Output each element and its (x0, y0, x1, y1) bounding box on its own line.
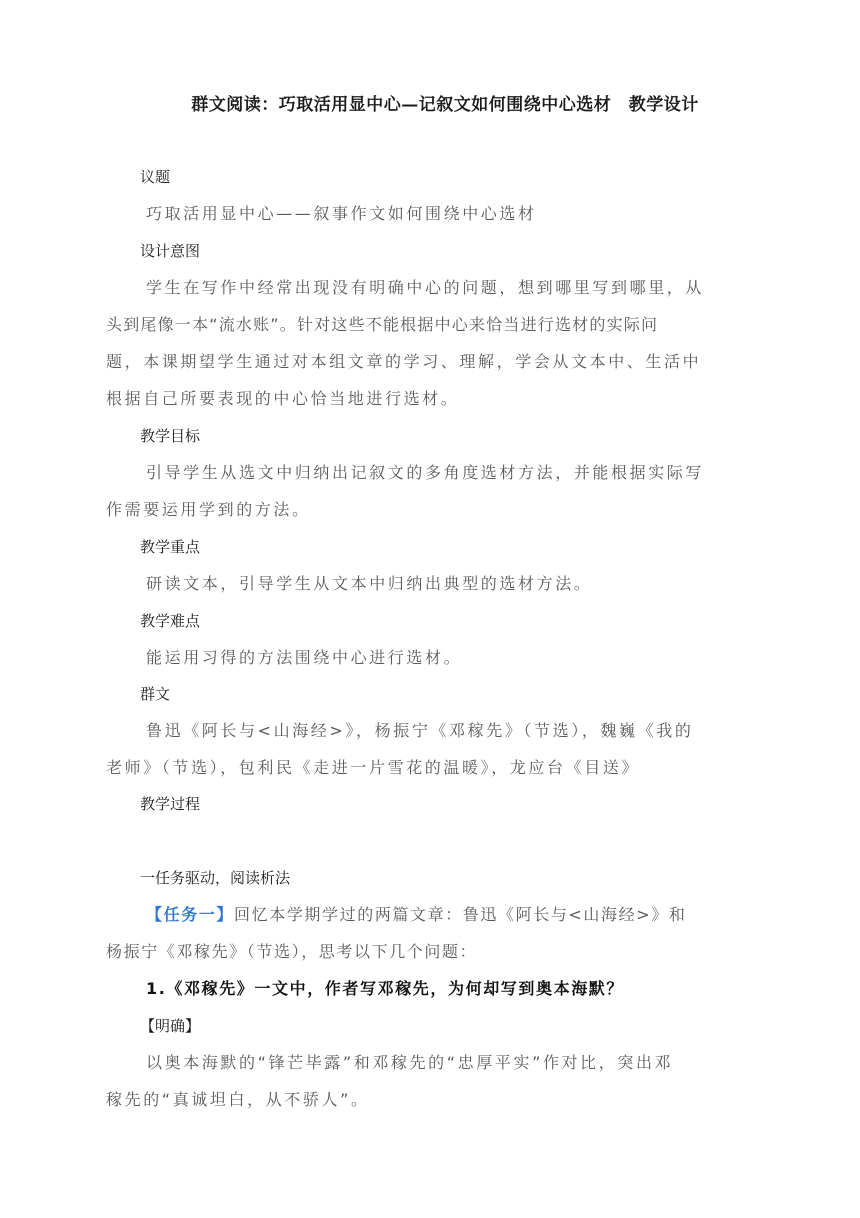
texts-line-2: 老师》（节选），包利民《走进一片雪花的温暖》，龙应台《目送》 (106, 758, 641, 777)
task1-line-2: 杨振宁《邓稼先》（节选），思考以下几个问题： (106, 942, 478, 961)
goal-heading: 教学目标 (140, 427, 201, 445)
difficulty-heading: 教学难点 (140, 612, 201, 630)
intent-line-3: 题，本课期望学生通过对本组文章的学习、理解，学会从文本中、生活中 (106, 352, 702, 371)
texts-line-1: 鲁迅《阿长与<山海经>》，杨振宁《邓稼先》（节选），魏巍《我的 (146, 721, 694, 740)
document-title: 群文阅读：巧取活用显中心—记叙文如何围绕中心选材 教学设计 (191, 95, 699, 115)
process-subheading: 一任务驱动，阅读析法 (140, 869, 291, 887)
intent-heading: 设计意图 (140, 242, 201, 260)
intent-line-2: 头到尾像一本“流水账”。针对这些不能根据中心来恰当进行选材的实际问 (106, 315, 659, 334)
key-point-heading: 教学重点 (140, 538, 201, 556)
clarify-label: 【明确】 (140, 1017, 201, 1035)
answer-line-1: 以奥本海默的“锋芒毕露”和邓稼先的“忠厚平实”作对比，突出邓 (146, 1053, 674, 1072)
key-point-text: 研读文本，引导学生从文本中归纳出典型的选材方法。 (146, 574, 593, 593)
answer-line-2: 稼先的“真诚坦白，从不骄人”。 (106, 1090, 370, 1109)
process-heading: 教学过程 (140, 795, 201, 813)
topic-text: 巧取活用显中心——叙事作文如何围绕中心选材 (146, 204, 537, 223)
difficulty-text: 能运用习得的方法围绕中心进行选材。 (146, 648, 463, 667)
texts-heading: 群文 (140, 685, 171, 703)
task1-line-1 (146, 903, 686, 927)
question-1: 1.《邓稼先》一文中，作者写邓稼先，为何却写到奥本海默？ (146, 979, 625, 998)
task1-label: 【任务一】 (146, 905, 235, 924)
goal-line-1: 引导学生从选文中归纳出记叙文的多角度选材方法，并能根据实际写 (146, 463, 705, 482)
goal-line-2: 作需要运用学到的方法。 (106, 500, 311, 519)
intent-line-4: 根据自己所要表现的中心恰当地进行选材。 (106, 389, 460, 408)
intent-line-1: 学生在写作中经常出现没有明确中心的问题，想到哪里写到哪里，从 (146, 278, 705, 297)
task1-line-1-text: 回忆本学期学过的两篇文章：鲁迅《阿长与<山海经>》和 (234, 905, 687, 924)
topic-heading: 议题 (140, 168, 171, 186)
